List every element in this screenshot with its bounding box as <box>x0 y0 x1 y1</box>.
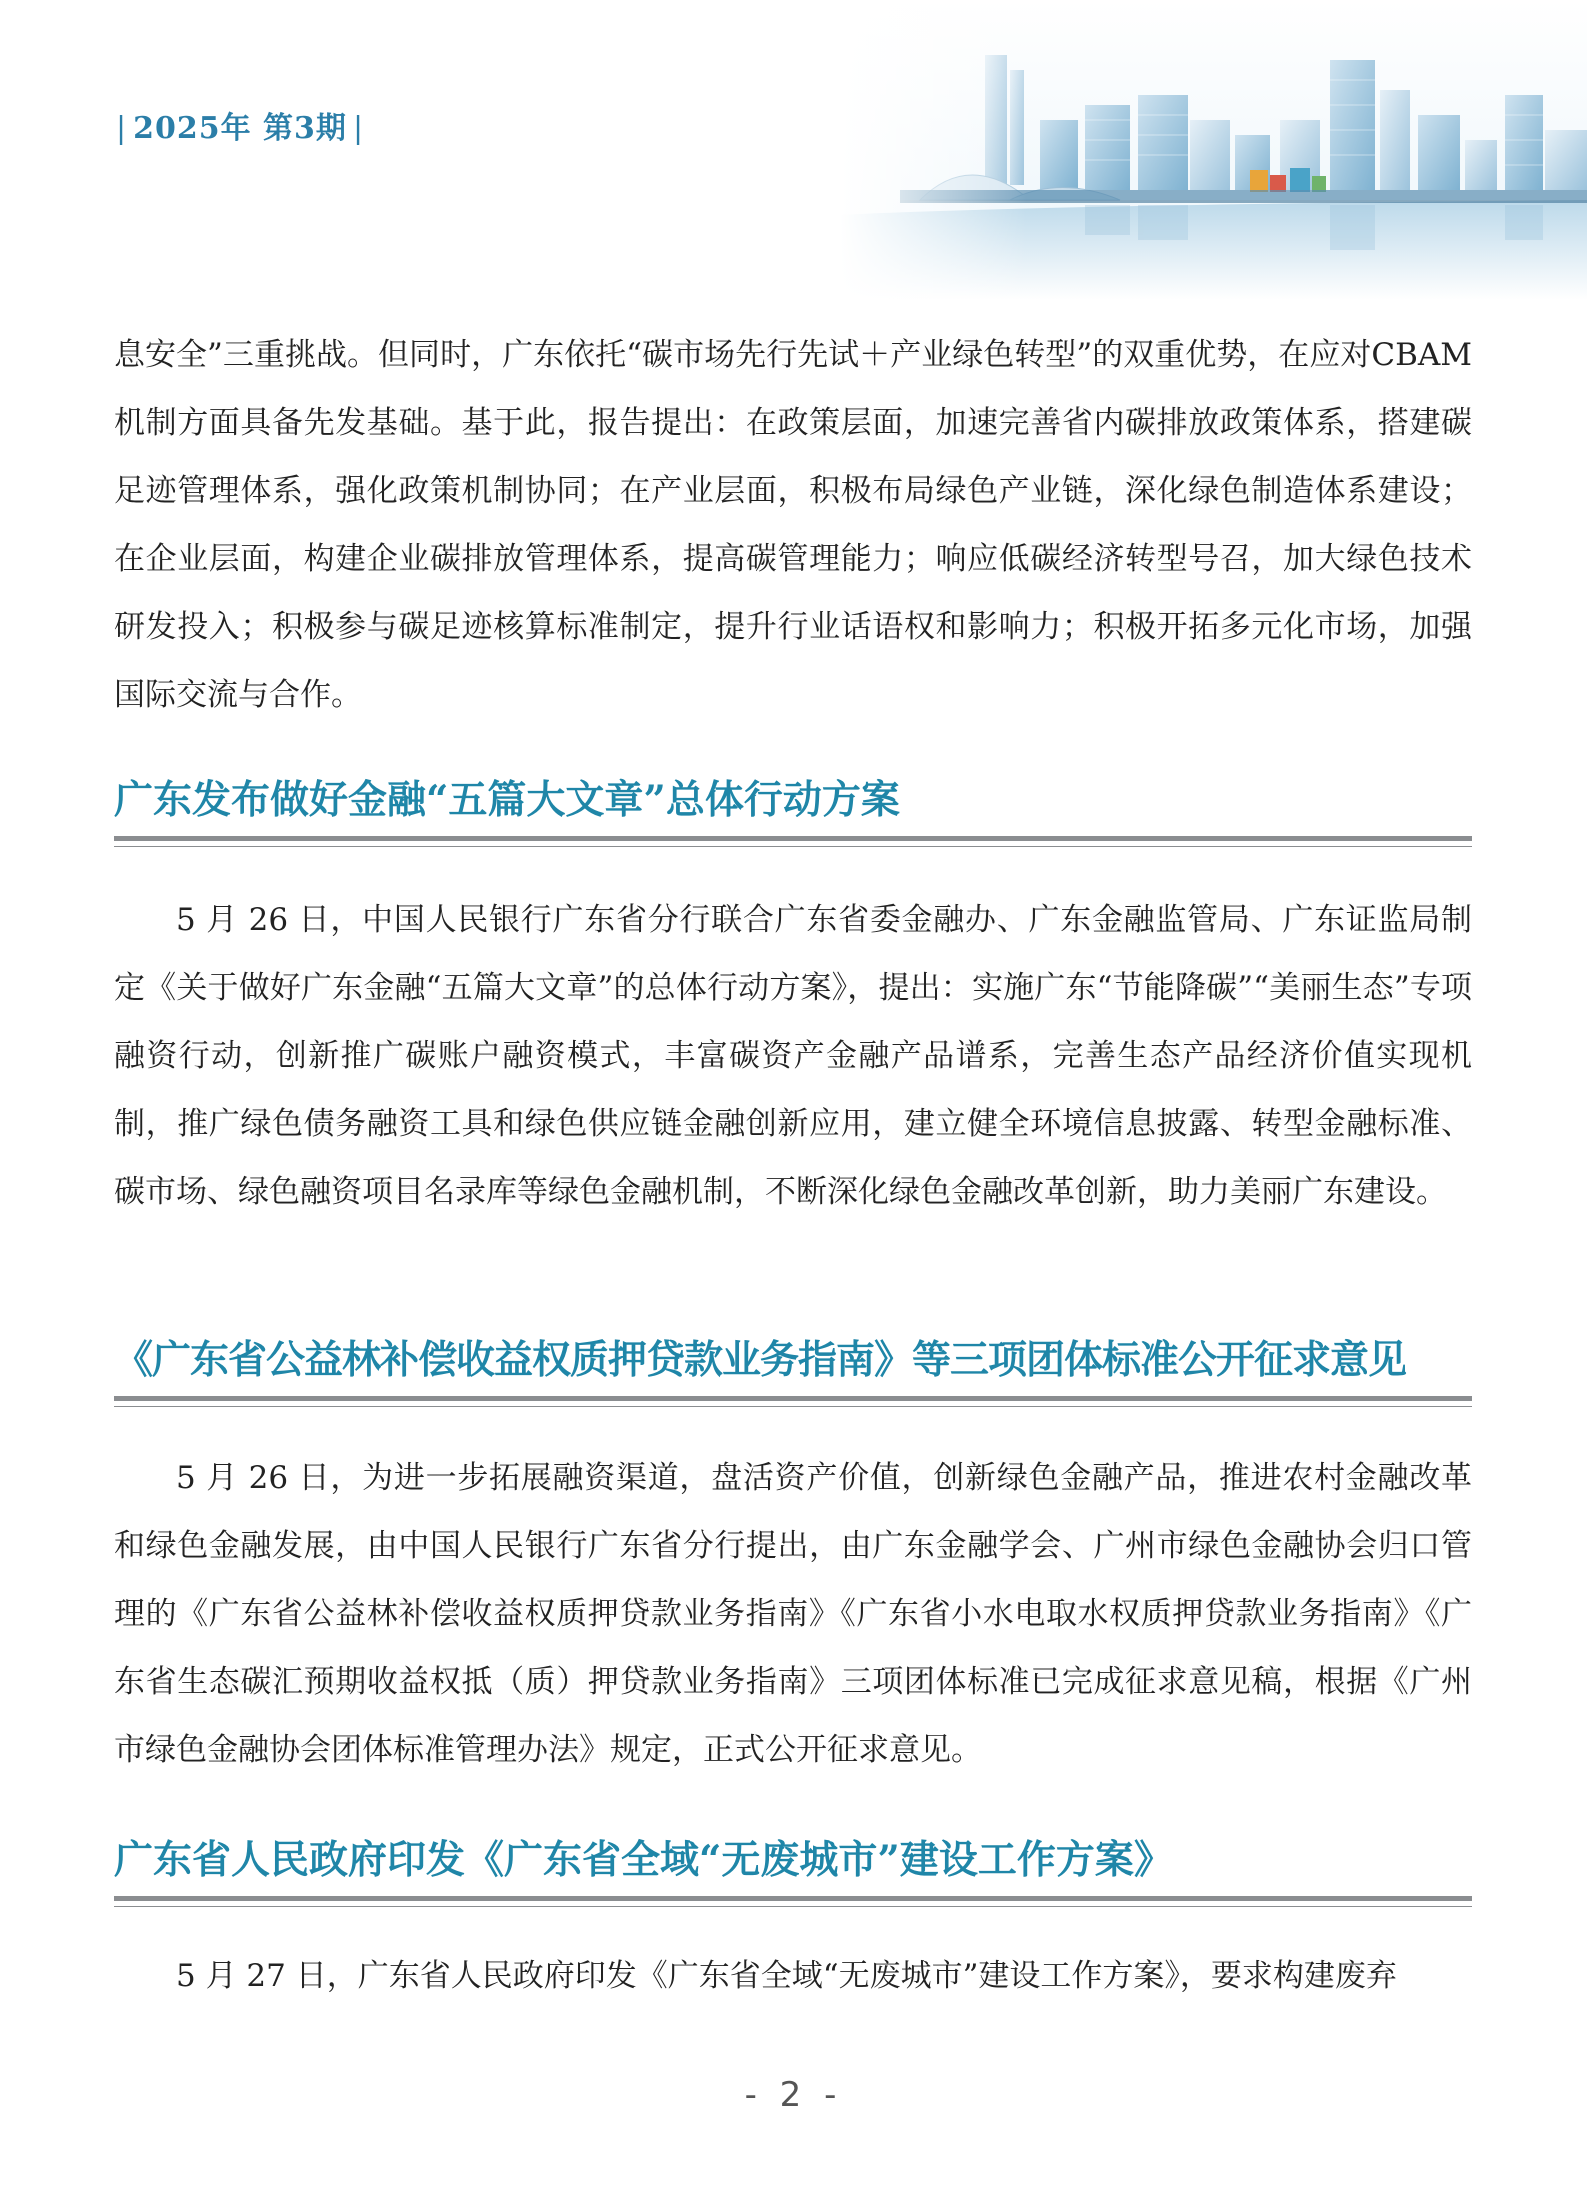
rule-thick-line <box>114 1896 1472 1901</box>
issue-right-bar: | <box>352 111 365 146</box>
section-3-rule <box>114 1896 1472 1908</box>
section-1-body: 5 月 26 日，中国人民银行广东省分行联合广东省委金融办、广东金融监管局、广东证监局制定《关于做好广东金融“五篇大文章”的总体行动方案》，提出：实施广东“节能降碳”“美丽生态”专项融资行动，创新推广碳账户融资模式，丰富碳资产金融产品谱系，完善生态产品经济价值实现机制，推广绿色债务融资工具和绿色供应链金融创新应用，建立健全环境信息披露、转型金融标准、碳市场、绿色融资项目名录库等绿色金融机制，不断深化绿色金融改革创新，助力美丽广东建设。 <box>114 902 1472 1210</box>
section-2-title: 《广东省公益林补偿收益权质押贷款业务指南》等三项团体标准公开征求意见 <box>114 1337 1407 1383</box>
section-2-rule <box>114 1396 1472 1408</box>
rule-thin-line <box>114 1406 1472 1407</box>
section-1-rule <box>114 836 1472 848</box>
rule-thick-line <box>114 836 1472 841</box>
issue-left-bar: | <box>116 111 128 146</box>
rule-thin-line <box>114 846 1472 847</box>
section-1-title: 广东发布做好金融“五篇大文章”总体行动方案 <box>114 777 900 823</box>
issue-label <box>110 103 370 147</box>
rule-thin-line <box>114 1906 1472 1907</box>
section-1 <box>114 770 1472 1226</box>
city-skyline-illustration <box>840 0 1587 300</box>
section-2 <box>114 1330 1472 1784</box>
section-3 <box>114 1830 1472 2010</box>
intro-block <box>114 321 1472 729</box>
section-2-body: 5 月 26 日，为进一步拓展融资渠道，盘活资产价值，创新绿色金融产品，推进农村金融改革和绿色金融发展，由中国人民银行广东省分行提出，由广东金融学会、广州市绿色金融协会归口管理的《广东省公益林补偿收益权质押贷款业务指南》《广东省小水电取水权质押贷款业务指南》《广东省生态碳汇预期收益权抵（质）押贷款业务指南》三项团体标准已完成征求意见稿，根据《广州市绿色金融协会团体标准管理办法》规定，正式公开征求意见。 <box>114 1460 1472 1768</box>
section-3-body: 5 月 27 日，广东省人民政府印发《广东省全域“无废城市”建设工作方案》，要求构建废弃 <box>176 1958 1397 1994</box>
intro-paragraph: 息安全”三重挑战。但同时，广东依托“碳市场先行先试＋产业绿色转型”的双重优势，在应对CBAM机制方面具备先发基础。基于此，报告提出：在政策层面，加速完善省内碳排放政策体系，搭建碳足迹管理体系，强化政策机制协同；在产业层面，积极布局绿色产业链，深化绿色制造体系建设；在企业层面，构建企业碳排放管理体系，提高碳管理能力；响应低碳经济转型号召，加大绿色技术研发投入；积极参与碳足迹核算标准制定，提升行业话语权和影响力；积极开拓多元化市场，加强国际交流与合作。 <box>114 337 1472 713</box>
page-number: - 2 - <box>744 2075 843 2115</box>
rule-thick-line <box>114 1396 1472 1401</box>
issue-text: 2025年 第3期 <box>133 111 347 146</box>
section-3-title: 广东省人民政府印发《广东省全域“无废城市”建设工作方案》 <box>114 1837 1173 1883</box>
